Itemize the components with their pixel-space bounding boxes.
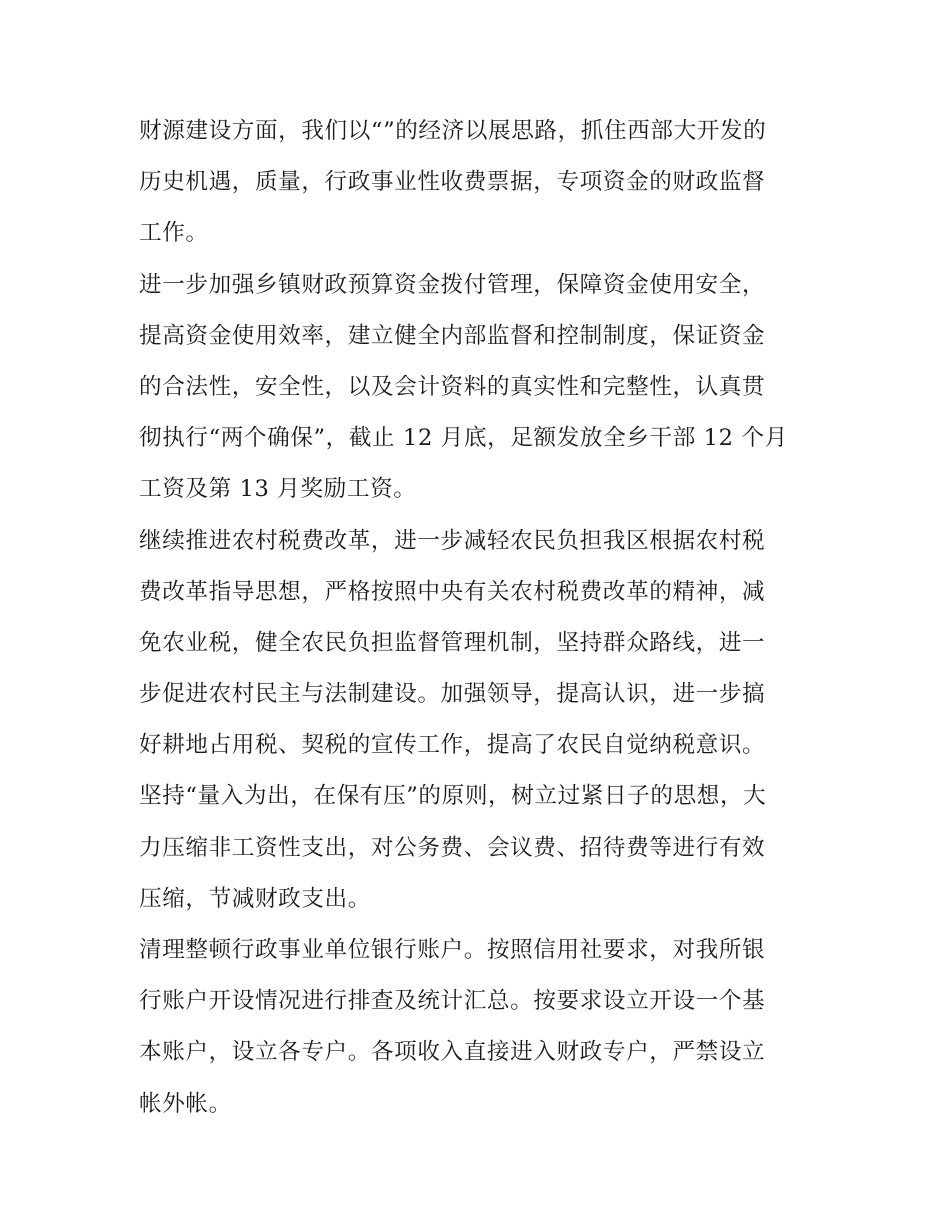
text-line: 帐外帐。 <box>139 1090 232 1117</box>
text-line: 工作。 <box>139 220 209 247</box>
text-line: 行账户开设情况进行排查及统计汇总。按要求设立开设一个基 <box>139 988 766 1015</box>
paragraph-fund-management <box>139 260 819 516</box>
paragraph-fiscal-construction <box>139 106 819 260</box>
text-line: 压缩，节减财政支出。 <box>139 885 371 912</box>
paragraph-tax-reform <box>139 516 819 772</box>
text-line: 力压缩非工资性支出，对公务费、会议费、招待费等进行有效 <box>139 834 766 861</box>
text-line: 进一步加强乡镇财政预算资金拨付管理，保障资金使用安全， <box>139 271 766 298</box>
text-line: 免农业税，健全农民负担监督管理机制，坚持群众路线，进一 <box>139 629 766 656</box>
paragraph-expenditure-control <box>139 771 819 925</box>
text-line: 历史机遇，质量，行政事业性收费票据，专项资金的财政监督 <box>139 169 766 196</box>
text-line: 本账户，设立各专户。各项收入直接进入财政专户，严禁设立 <box>139 1039 766 1066</box>
document-body <box>139 106 819 1130</box>
text-line: 彻执行“两个确保”，截止 12 月底，足额发放全乡干部 12 个月 <box>139 425 788 452</box>
text-line: 坚持“量入为出，在保有压”的原则，树立过紧日子的思想，大 <box>139 783 767 810</box>
text-line: 费改革指导思想，严格按照中央有关农村税费改革的精神，减 <box>139 578 766 605</box>
text-line: 继续推进农村税费改革，进一步减轻农民负担我区根据农村税 <box>139 527 766 554</box>
text-line: 的合法性，安全性，以及会计资料的真实性和完整性，认真贯 <box>139 373 766 400</box>
text-line: 工资及第 13 月奖励工资。 <box>139 476 417 503</box>
text-line: 财源建设方面，我们以“”的经济以展思路，抓住西部大开发的 <box>139 118 767 144</box>
text-line: 清理整顿行政事业单位银行账户。按照信用社要求，对我所银 <box>139 937 766 963</box>
paragraph-bank-accounts <box>139 925 819 1130</box>
text-line: 步促进农村民主与法制建设。加强领导，提高认识，进一步搞 <box>139 681 766 708</box>
text-line: 提高资金使用效率，建立健全内部监督和控制制度，保证资金 <box>139 322 766 349</box>
text-line: 好耕地占用税、契税的宣传工作，提高了农民自觉纳税意识。 <box>139 732 766 759</box>
